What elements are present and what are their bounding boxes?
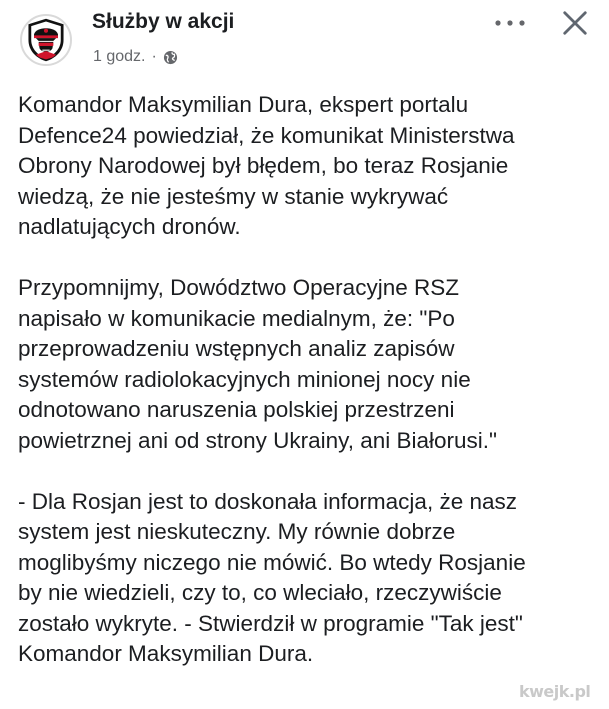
post-timestamp[interactable]: 1 godz. <box>93 48 146 65</box>
post-paragraph-3: - Dla Rosjan jest to doskonała informacja, że nasz system jest nieskuteczny. My równie dobrze moglibyśmy niczego nie mówić. Bo wtedy Rosjanie by nie wiedzieli, czy to, co wleciało, rzeczywiście zostało wykryte. - Stwierdził w programie "Tak jest" Komandor Maksymilian Dura. <box>18 488 526 666</box>
meta-separator: · <box>151 48 157 65</box>
page-avatar[interactable] <box>20 14 72 66</box>
post-header <box>0 0 609 80</box>
page-name-link[interactable]: Służby w akcji <box>92 10 235 33</box>
more-horizontal-icon <box>490 18 530 28</box>
post-paragraph-2: Przypomnijmy, Dowództwo Operacyjne RSZ napisało w komunikacie medialnym, że: "Po przeprowadzeniu wstępnych analiz zapisów systemów radiolokacyjnych minionej nocy nie odnotowano naruszenia polskiej przestrzeni powietrznej ani od strony Ukrainy, ani Białorusi." <box>18 275 498 453</box>
close-icon <box>561 9 589 37</box>
close-button[interactable] <box>558 6 592 40</box>
post-meta <box>93 46 178 68</box>
post-text <box>18 90 602 670</box>
globe-icon[interactable] <box>163 50 178 65</box>
police-officer-logo-icon <box>22 16 70 64</box>
more-options-button[interactable] <box>490 10 530 36</box>
post-paragraph-1: Komandor Maksymilian Dura, ekspert portalu Defence24 powiedział, że komunikat Ministerstwa Obrony Narodowej był błędem, bo teraz Rosjanie wiedzą, że nie jesteśmy w stanie wykrywać nadlatujących dronów. <box>18 92 515 239</box>
kwejk-watermark: kwejk.pl <box>519 682 591 701</box>
